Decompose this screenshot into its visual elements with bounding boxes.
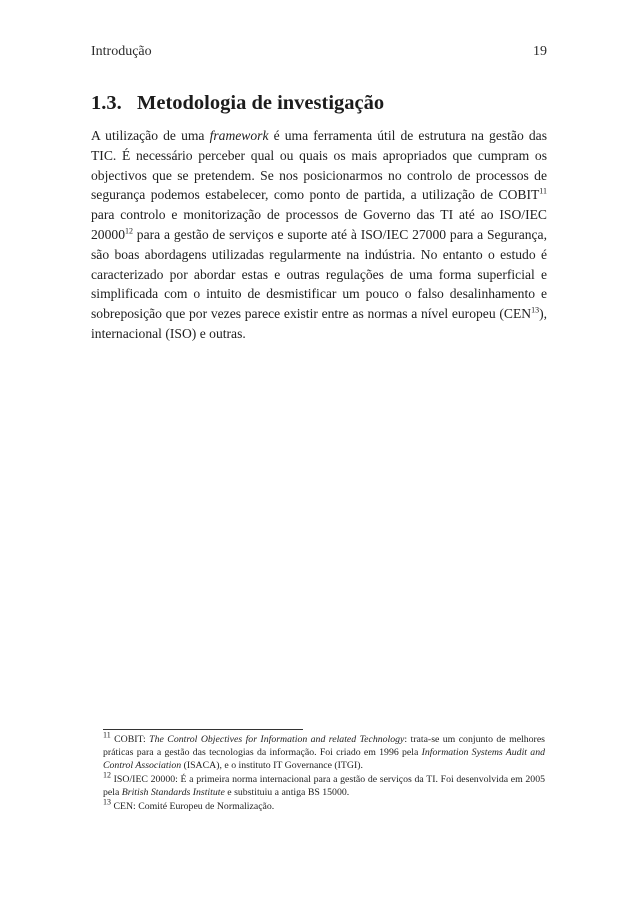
footnote-ref-13[interactable]: 13 <box>531 305 540 315</box>
body-text: é uma ferramenta útil de estrutura na gestão das TIC. É necessário perceber qual ou quais os mais apropriados que cumpram os objectivos que se pretendem. Se nos posicionarmos no controlo de processos de segurança podemos estabelecer, como ponto de partida, a utilização de COBIT <box>91 128 547 203</box>
footnote-text-italic: British Standards Institute <box>121 787 225 799</box>
footnote-text: ISO/IEC 20000: É a primeira norma internacional para a gestão de serviços da TI. Foi desenvolvida em 2005 pela <box>103 774 545 799</box>
body-text: para controlo e monitorização de processos de Governo das TI até ao ISO/IEC 20000 <box>91 207 547 242</box>
footnote-separator <box>103 729 303 730</box>
body-text: para a gestão de serviços e suporte até à ISO/IEC 27000 para a Segurança, são boas abordagens utilizadas regularmente na indústria. No entanto o estudo é caracterizado por abordar estas e outras regulações de uma forma superficial e simplificada com o intuito de desmistificar um pouco o falso desalinhamento e sobreposição que por vezes parece existir entre as normas a nível europeu (CEN <box>91 226 547 322</box>
footnote-text: CEN: Comité Europeu de Normalização. <box>111 801 275 812</box>
section-number: 1.3. <box>91 92 122 114</box>
footnote-text-italic: Information Systems Audit and Control Association <box>103 747 545 772</box>
footnote-text: COBIT: <box>110 734 150 745</box>
running-header <box>91 44 547 64</box>
footnote-text-italic: The Control Objectives for Information and related Technology <box>149 734 405 745</box>
footnote-text: e substituiu a antiga BS 15000. <box>224 787 350 799</box>
section-title: Metodologia de investigação <box>137 92 385 114</box>
footnote-ref-12[interactable]: 12 <box>124 226 133 236</box>
body-text-italic: framework <box>209 128 269 143</box>
section-heading <box>91 92 551 115</box>
body-text: ), internacional (ISO) e outras. <box>91 306 547 341</box>
header-section-title: Introdução <box>91 44 152 59</box>
footnote-ref-11[interactable]: 11 <box>539 186 547 196</box>
page-number: 19 <box>533 44 547 59</box>
footnote-mark: 12 <box>103 770 111 780</box>
footnote-11 <box>103 730 545 773</box>
body-text: A utilização de uma <box>91 128 210 143</box>
footnote-text: (ISACA), e o instituto IT Governance (ITGI). <box>181 760 363 772</box>
footnote-13 <box>103 797 545 813</box>
footnote-text: : trata-se um conjunto de melhores práticas para a gestão das tecnologias da informação. Foi criado em 1996 pela <box>103 734 545 759</box>
body-paragraph <box>91 126 547 344</box>
footnote-mark: 11 <box>103 730 111 740</box>
footnote-mark: 13 <box>103 797 111 807</box>
footnote-12 <box>103 770 545 799</box>
